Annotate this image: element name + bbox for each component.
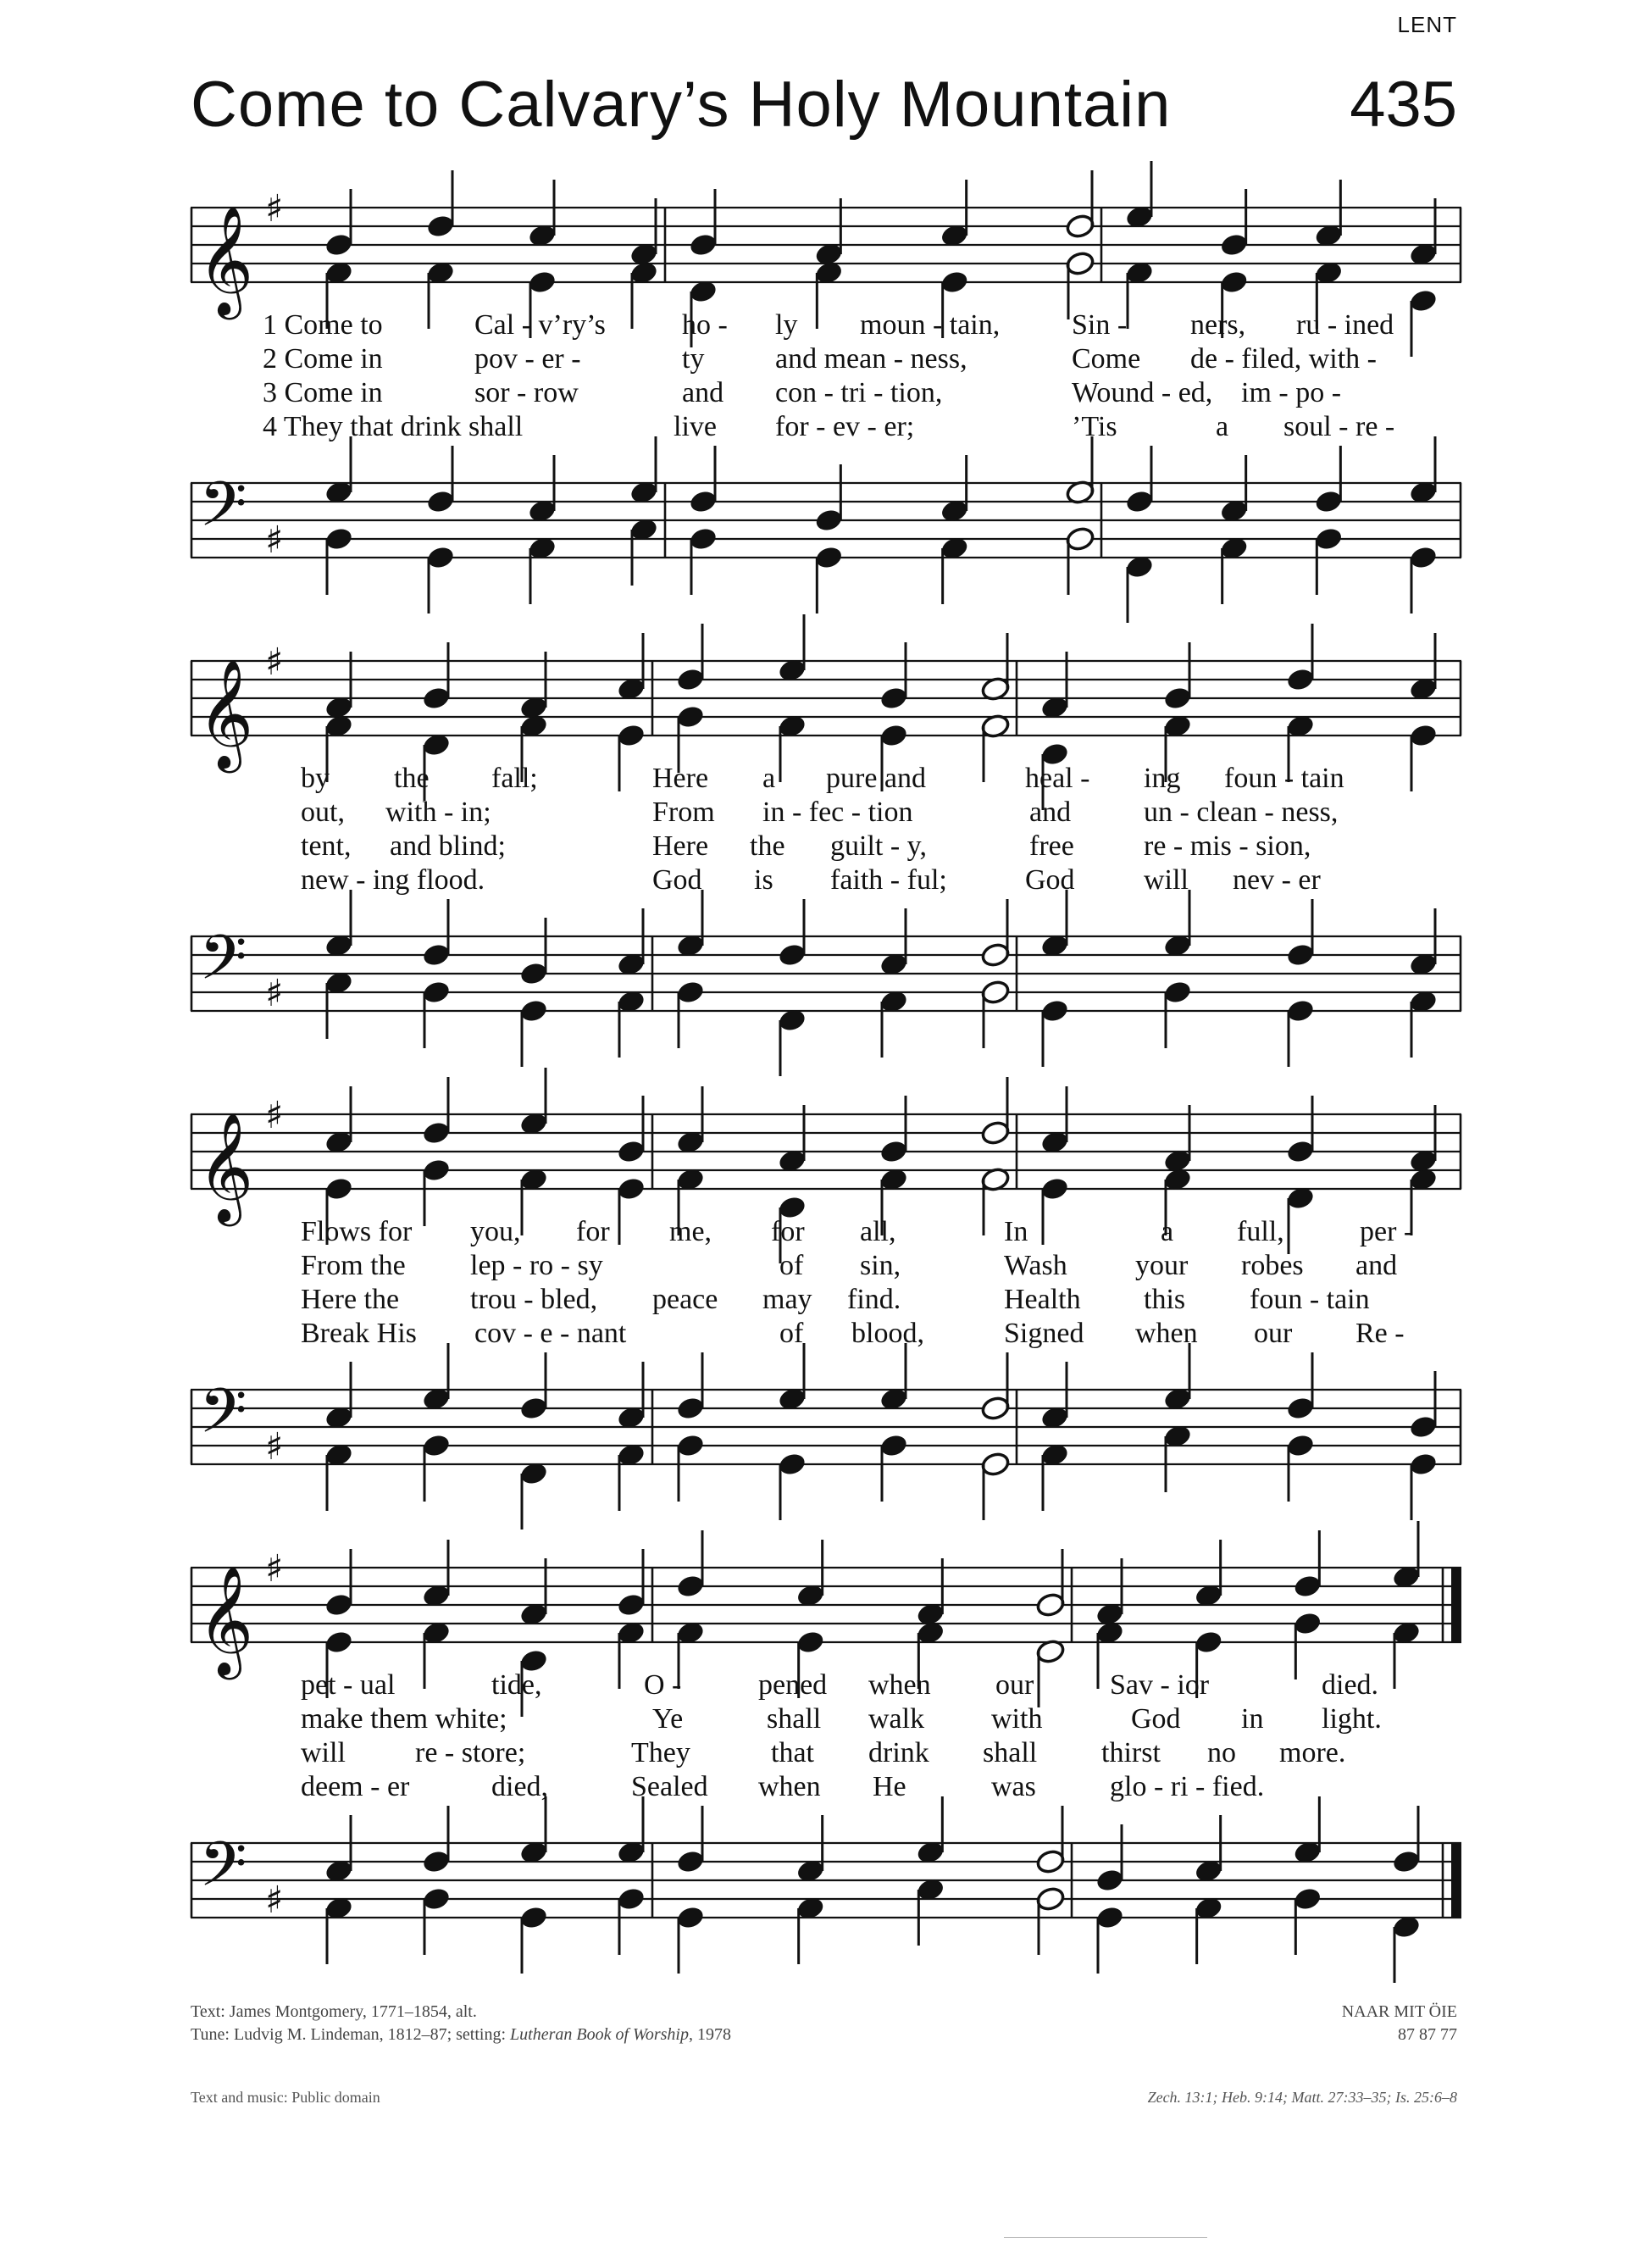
lyric-syllable: pure and (826, 763, 927, 794)
lyric-syllable: you, (470, 1216, 521, 1247)
lyric-syllable: robes (1241, 1250, 1304, 1281)
lyric-syllable: cov - e - nant (474, 1318, 627, 1349)
lyric-syllable: make them white; (301, 1703, 507, 1735)
tune-credit-prefix: Tune: Ludvig M. Lindeman, 1812–87; setting: (191, 2025, 511, 2044)
lyric-syllable: Signed (1004, 1318, 1084, 1349)
sharp-key-signature-icon: ♯ (265, 1879, 284, 1922)
lyric-syllable: Come (1072, 343, 1141, 375)
lyric-syllable: trou - bled, (470, 1284, 598, 1315)
lyric-syllable: From (652, 797, 715, 828)
lyric-syllable: guilt - y, (830, 830, 927, 862)
lyric-syllable: this (1144, 1284, 1186, 1315)
lyric-syllable: pov - er - (474, 343, 581, 375)
hymn-credits (191, 2001, 731, 2046)
footer-divider (1004, 2237, 1207, 2238)
lyric-line-stanza-1 (191, 1216, 1461, 1250)
lyric-line-stanza-1 (191, 309, 1461, 343)
lyric-syllable: O - (644, 1669, 682, 1701)
lyric-syllable: when (1135, 1318, 1198, 1349)
lyric-syllable: God (1025, 864, 1075, 896)
sharp-key-signature-icon: ♯ (265, 1547, 284, 1591)
lyric-syllable: died. (1322, 1669, 1379, 1701)
lyric-syllable: 1 Come to (263, 309, 383, 341)
bass-clef-icon: 𝄢 (199, 1828, 247, 1915)
lyric-syllable: will (1144, 864, 1189, 896)
lyric-syllable: thirst (1101, 1737, 1161, 1768)
lyric-syllable: find. (847, 1284, 901, 1315)
lyric-syllable: when (758, 1771, 821, 1802)
bass-staff (191, 1364, 1461, 1500)
lyric-syllable: shall (983, 1737, 1038, 1768)
treble-clef-icon: 𝄞 (197, 1112, 254, 1222)
lyric-syllable: From the (301, 1250, 406, 1281)
lyric-syllable: ru - ined (1296, 309, 1394, 341)
bass-clef-icon: 𝄢 (199, 468, 247, 555)
lyric-syllable: ho - (682, 309, 728, 341)
text-credit: Text: James Montgomery, 1771–1854, alt. (191, 2002, 477, 2021)
lyric-syllable: sor - row (474, 377, 579, 408)
lyric-syllable: soul - re - (1283, 411, 1395, 442)
lyric-syllable: and blind; (390, 830, 506, 862)
lyric-syllable: the (394, 763, 430, 794)
lyric-syllable: in (1241, 1703, 1264, 1735)
lyric-syllable: and (682, 377, 724, 408)
lyric-syllable: me, (669, 1216, 712, 1247)
lyric-syllable: lep - ro - sy (470, 1250, 603, 1281)
bass-staff (191, 1818, 1461, 1953)
lyric-syllable: a (762, 763, 776, 794)
scripture-references: Zech. 13:1; Heb. 9:14; Matt. 27:33–35; Is. 25:6–8 (1147, 2089, 1457, 2106)
lyric-line-stanza-2 (191, 343, 1461, 377)
sharp-key-signature-icon: ♯ (265, 187, 284, 230)
lyric-syllable: is (754, 864, 773, 896)
lyric-syllable: the (750, 830, 785, 862)
lyric-syllable: died, (491, 1771, 549, 1802)
lyric-syllable: Health (1004, 1284, 1081, 1315)
lyric-syllable: per - (1360, 1216, 1414, 1247)
lyric-line-stanza-4 (191, 864, 1461, 898)
lyric-line-stanza-2 (191, 1703, 1461, 1737)
lyric-syllable: Wound - ed, (1072, 377, 1213, 408)
lyric-syllable: was (991, 1771, 1036, 1802)
lyric-syllable: deem - er (301, 1771, 410, 1802)
lyric-syllable: that (771, 1737, 814, 1768)
lyric-syllable: Here the (301, 1284, 400, 1315)
lyric-line-stanza-2 (191, 1250, 1461, 1284)
meter: 87 87 77 (1398, 2025, 1457, 2044)
lyric-syllable: im - po - (1241, 377, 1342, 408)
lyric-syllable: will (301, 1737, 346, 1768)
tune-credit-suffix: , 1978 (688, 2025, 731, 2044)
lyric-line-stanza-3 (191, 1737, 1461, 1771)
treble-staff (191, 1089, 1461, 1224)
tune-source: Lutheran Book of Worship (510, 2025, 689, 2044)
lyric-syllable: Sin - (1072, 309, 1128, 341)
bass-staff (191, 458, 1461, 593)
lyric-syllable: blood, (851, 1318, 924, 1349)
treble-staff (191, 182, 1461, 318)
lyric-syllable: un - clean - ness, (1144, 797, 1339, 828)
lyric-syllable: moun - tain, (860, 309, 1001, 341)
lyric-syllable: your (1135, 1250, 1189, 1281)
lyric-syllable: our (995, 1669, 1034, 1701)
lyric-syllable: all, (860, 1216, 896, 1247)
lyric-syllable: and mean - ness, (775, 343, 967, 375)
lyric-syllable: nev - er (1233, 864, 1321, 896)
lyric-syllable: new - ing flood. (301, 864, 485, 896)
lyric-syllable: fall; (491, 763, 538, 794)
lyric-syllable: pened (758, 1669, 828, 1701)
lyric-syllable: re - store; (415, 1737, 526, 1768)
bass-clef-icon: 𝄢 (199, 1374, 247, 1462)
lyric-line-stanza-4 (191, 1771, 1461, 1805)
tune-name: NAAR MIT ÖIE (1341, 2002, 1457, 2021)
hymn-number: 435 (1350, 69, 1457, 141)
lyric-syllable: in - fec - tion (762, 797, 913, 828)
lyric-syllable: He (873, 1771, 906, 1802)
lyric-syllable: glo - ri - fied. (1110, 1771, 1265, 1802)
lyric-syllable: may (762, 1284, 812, 1315)
lyric-line-stanza-2 (191, 797, 1461, 830)
treble-clef-icon: 𝄞 (197, 205, 254, 315)
lyric-syllable: con - tri - tion, (775, 377, 943, 408)
lyric-syllable: for (576, 1216, 610, 1247)
lyric-syllable: re - mis - sion, (1144, 830, 1311, 862)
lyric-line-stanza-3 (191, 830, 1461, 864)
section-label: LENT (1397, 12, 1457, 37)
lyric-syllable: ty (682, 343, 705, 375)
lyric-syllable: 2 Come in (263, 343, 383, 375)
lyric-syllable: ners, (1190, 309, 1246, 341)
lyric-syllable: faith - ful; (830, 864, 947, 896)
lyric-syllable: a (1216, 411, 1229, 442)
bass-staff (191, 911, 1461, 1046)
lyric-syllable: peace (652, 1284, 718, 1315)
lyric-syllable: Here (652, 830, 709, 862)
lyric-syllable: sin, (860, 1250, 901, 1281)
lyric-syllable: Sav - ior (1110, 1669, 1210, 1701)
lyric-syllable: Re - (1355, 1318, 1405, 1349)
lyric-syllable: full, (1237, 1216, 1284, 1247)
lyric-syllable: by (301, 763, 330, 794)
sharp-key-signature-icon: ♯ (265, 641, 284, 684)
lyric-syllable: Here (652, 763, 709, 794)
lyric-syllable: God (1131, 1703, 1181, 1735)
lyric-syllable: tide, (491, 1669, 542, 1701)
music-system-3 (191, 1089, 1461, 1521)
lyric-syllable: Cal - v’ry’s (474, 309, 606, 341)
hymn-title: Come to Calvary’s Holy Mountain (191, 69, 1172, 141)
music-system-1 (191, 182, 1461, 614)
lyric-syllable: with - in; (385, 797, 491, 828)
treble-clef-icon: 𝄞 (197, 1565, 254, 1675)
lyric-syllable: heal - (1025, 763, 1090, 794)
treble-clef-icon: 𝄞 (197, 658, 254, 769)
lyric-syllable: with (991, 1703, 1043, 1735)
lyric-syllable: and (1355, 1250, 1398, 1281)
lyric-syllable: tent, (301, 830, 352, 862)
sharp-key-signature-icon: ♯ (265, 972, 284, 1015)
sharp-key-signature-icon: ♯ (265, 519, 284, 562)
lyric-syllable: shall (767, 1703, 822, 1735)
lyric-syllable: more. (1279, 1737, 1346, 1768)
lyric-syllable: 3 Come in (263, 377, 383, 408)
lyric-syllable: when (868, 1669, 931, 1701)
bass-clef-icon: 𝄢 (199, 921, 247, 1008)
copyright-notice: Text and music: Public domain (191, 2089, 380, 2106)
lyric-syllable: ’Tis (1072, 411, 1117, 442)
lyric-syllable: out, (301, 797, 345, 828)
lyric-syllable: They (631, 1737, 690, 1768)
lyric-syllable: ly (775, 309, 798, 341)
lyric-syllable: 4 They that drink shall (263, 411, 524, 442)
lyric-syllable: no (1207, 1737, 1236, 1768)
lyric-line-stanza-1 (191, 763, 1461, 797)
tune-info (1342, 2001, 1457, 2046)
sharp-key-signature-icon: ♯ (265, 1094, 284, 1137)
lyric-syllable: Sealed (631, 1771, 708, 1802)
music-system-4 (191, 1542, 1461, 1974)
lyric-line-stanza-4 (191, 1318, 1461, 1352)
lyric-syllable: Flows for (301, 1216, 413, 1247)
lyric-syllable: In (1004, 1216, 1028, 1247)
lyric-syllable: light. (1322, 1703, 1382, 1735)
lyric-syllable: live (674, 411, 717, 442)
lyric-syllable: walk (868, 1703, 925, 1735)
lyric-syllable: and (1029, 797, 1072, 828)
lyric-line-stanza-3 (191, 1284, 1461, 1318)
lyric-syllable: God (652, 864, 702, 896)
lyric-syllable: free (1029, 830, 1074, 862)
treble-staff (191, 636, 1461, 771)
lyric-syllable: of (779, 1250, 804, 1281)
lyric-syllable: for (771, 1216, 805, 1247)
lyric-syllable: ing (1144, 763, 1181, 794)
lyric-syllable: of (779, 1318, 804, 1349)
lyric-syllable: for - ev - er; (775, 411, 915, 442)
lyric-syllable: de - filed, with - (1190, 343, 1377, 375)
lyric-syllable: Break His (301, 1318, 417, 1349)
lyric-syllable: pet - ual (301, 1669, 396, 1701)
lyric-line-stanza-3 (191, 377, 1461, 411)
lyric-syllable: foun - tain (1224, 763, 1344, 794)
lyric-syllable: our (1254, 1318, 1293, 1349)
music-system-2 (191, 636, 1461, 1068)
tune-credit (191, 2024, 731, 2046)
lyric-line-stanza-1 (191, 1669, 1461, 1703)
lyric-syllable: Wash (1004, 1250, 1067, 1281)
lyric-syllable: drink (868, 1737, 929, 1768)
lyric-syllable: a (1161, 1216, 1174, 1247)
sharp-key-signature-icon: ♯ (265, 1425, 284, 1468)
lyric-syllable: Ye (652, 1703, 684, 1735)
lyric-line-stanza-4 (191, 411, 1461, 445)
treble-staff (191, 1542, 1461, 1678)
lyric-syllable: foun - tain (1250, 1284, 1370, 1315)
